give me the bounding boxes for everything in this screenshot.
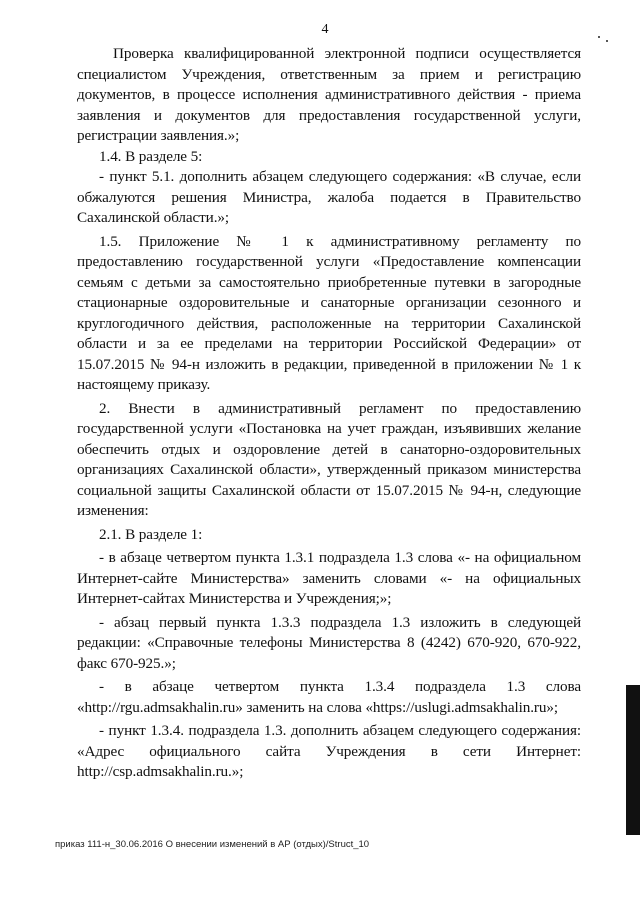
paragraph-item-1-3-1: - в абзаце четвертом пункта 1.3.1 подраздела 1.3 слова «- на официальном Интернет-сайте Министерства» заменить словами «- на официальных Интернет-сайтах Министерства и Учреждения;»; [77, 549, 581, 607]
paragraph-signature-check: Проверка квалифицированной электронной подписи осуществляется специалистом Учреждения, ответственным за прием и регистрацию документов, в процессе исполнения административного действия - приема заявления и документов для предоставления государственной услуги, регистрации заявления.»; [77, 45, 581, 144]
paragraph-appendix-1: 1.5. Приложение № 1 к административному регламенту по предоставлению государственной услуги «Предоставление компенсации семьям с детьми за самостоятельно приобретенные путевки в загородные стационарные оздоровительные и санаторные организации сезонного и круглогодичного действия, расположенные на территории Сахалинской области и за ее пределами на территории Российской Федерации» от 15.07.2015 № 94-н изложить в редакции, приведенной в приложении № 1 к настоящему приказу. [77, 232, 581, 393]
scan-speck [606, 40, 608, 42]
page-number: 4 [321, 22, 329, 37]
paragraph-amend-regulation: 2. Внести в административный регламент по предоставлению государственной услуги «Постановка на учет граждан, изъявивших желание обеспечить отдых и оздоровление детей в санаторно-оздоровительных организациях Сахалинской области», утвержденный приказом министерства социальной защиты Сахалинской области от 15.07.2015 № 94-н, следующие изменения: [77, 399, 581, 519]
scan-speck [598, 36, 600, 38]
paragraph-section-5-heading: 1.4. В разделе 5: [99, 147, 203, 165]
paragraph-item-1-3-4: - в абзаце четвертом пункта 1.3.4 подраздела 1.3 слова «http://rgu.admsakhalin.ru» заменить на слова «https://uslugi.admsakhalin.ru»; [77, 678, 581, 716]
scan-edge-mark [626, 685, 640, 835]
document-body [77, 44, 581, 783]
document-footer: приказ 111-н_30.06.2016 О внесении изменений в АР (отдых)/Struct_10 [55, 839, 370, 850]
paragraph-item-1-3-3: - абзац первый пункта 1.3.3 подраздела 1.3 изложить в следующей редакции: «Справочные телефоны Министерства 8 (4242) 670-920, 670-922, факс 670-925.»; [77, 613, 581, 672]
paragraph-item-5-1: - пункт 5.1. дополнить абзацем следующего содержания: «В случае, если обжалуются решения Министра, жалоба подается в Правительство Сахалинской области.»; [77, 168, 581, 226]
paragraph-section-1-heading: 2.1. В разделе 1: [99, 525, 203, 543]
paragraph-item-1-3-4-addition: - пункт 1.3.4. подраздела 1.3. дополнить абзацем следующего содержания: «Адрес официального сайта Учреждения в сети Интернет: http://csp.admsakhalin.ru.»; [77, 722, 581, 780]
